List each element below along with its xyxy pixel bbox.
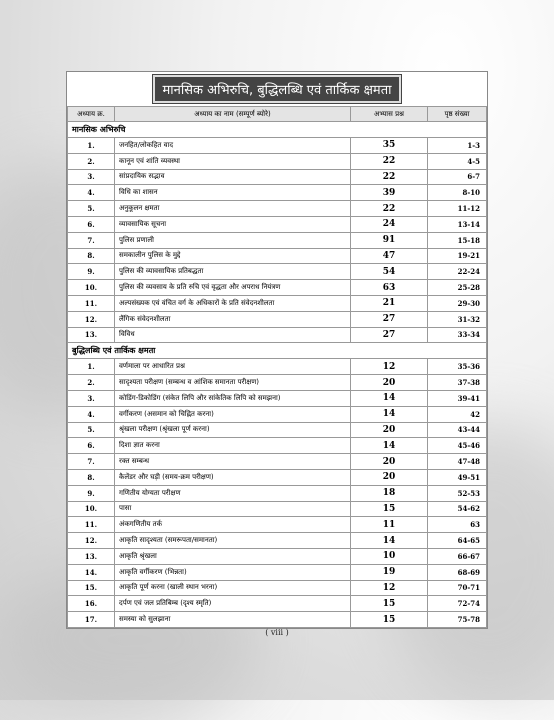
table-row	[68, 469, 487, 485]
question-count: 20	[351, 454, 428, 470]
chapter-name: वर्णमाला पर आधारित प्रश्न	[115, 359, 351, 375]
question-count: 20	[351, 375, 428, 391]
chapter-number: 9.	[68, 264, 115, 280]
chapter-name: विधि का शासन	[115, 185, 351, 201]
chapter-number: 1.	[68, 138, 115, 154]
chapter-number: 10.	[68, 501, 115, 517]
chapter-name: आकृति पूर्ण करना (खाली स्थान भरना)	[115, 580, 351, 596]
chapter-name: कानून एवं शांति व्यवस्था	[115, 153, 351, 169]
table-row	[68, 216, 487, 232]
page-range: 15-18	[428, 232, 487, 248]
header-pages: पृष्ठ संख्या	[428, 107, 487, 122]
page-range: 75-78	[428, 612, 487, 628]
question-count: 39	[351, 185, 428, 201]
chapter-name: कैलेंडर और घड़ी (समय-क्रम परीक्षण)	[115, 469, 351, 485]
question-count: 14	[351, 533, 428, 549]
chapter-name: गणितीय योग्यता परीक्षण	[115, 485, 351, 501]
chapter-number: 6.	[68, 438, 115, 454]
chapter-number: 8.	[68, 248, 115, 264]
chapter-name: दर्पण एवं जल प्रतिबिम्ब (दृश्य स्मृति)	[115, 596, 351, 612]
question-count: 18	[351, 485, 428, 501]
table-row	[68, 280, 487, 296]
question-count: 15	[351, 596, 428, 612]
chapter-number: 4.	[68, 406, 115, 422]
contents-table	[67, 106, 487, 628]
page-range: 47-48	[428, 454, 487, 470]
table-row	[68, 517, 487, 533]
page-range: 72-74	[428, 596, 487, 612]
chapter-name: आकृति वर्गीकरण (भिन्नता)	[115, 564, 351, 580]
question-count: 15	[351, 612, 428, 628]
section-heading-row	[68, 122, 487, 138]
page-range: 33-34	[428, 327, 487, 343]
page-range: 45-46	[428, 438, 487, 454]
header-questions: अभ्यास प्रश्न	[351, 107, 428, 122]
table-row	[68, 438, 487, 454]
page-range: 54-62	[428, 501, 487, 517]
chapter-number: 7.	[68, 454, 115, 470]
table-row	[68, 548, 487, 564]
table-row	[68, 406, 487, 422]
chapter-name: जनहित/लोकहित वाद	[115, 138, 351, 154]
question-count: 10	[351, 548, 428, 564]
contents-page	[66, 71, 488, 629]
chapter-name: आकृति सादृश्यता (समरूपता/समानता)	[115, 533, 351, 549]
question-count: 19	[351, 564, 428, 580]
table-row	[68, 375, 487, 391]
chapter-number: 17.	[68, 612, 115, 628]
table-row	[68, 138, 487, 154]
table-row	[68, 201, 487, 217]
chapter-name: श्रृंखला परीक्षण (श्रृंखला पूर्ण करना)	[115, 422, 351, 438]
chapter-number: 12.	[68, 311, 115, 327]
chapter-name: पासा	[115, 501, 351, 517]
question-count: 11	[351, 517, 428, 533]
chapter-number: 13.	[68, 327, 115, 343]
chapter-number: 5.	[68, 422, 115, 438]
page-range: 29-30	[428, 295, 487, 311]
page-range: 63	[428, 517, 487, 533]
question-count: 47	[351, 248, 428, 264]
page-range: 1-3	[428, 138, 487, 154]
page-range: 66-67	[428, 548, 487, 564]
table-row	[68, 169, 487, 185]
question-count: 15	[351, 501, 428, 517]
page-range: 25-28	[428, 280, 487, 296]
page-range: 13-14	[428, 216, 487, 232]
page-range: 39-41	[428, 390, 487, 406]
table-row	[68, 533, 487, 549]
table-row	[68, 501, 487, 517]
page-range: 52-53	[428, 485, 487, 501]
page-range: 11-12	[428, 201, 487, 217]
page-title: मानसिक अभिरुचि, बुद्धिलब्धि एवं तार्किक क्षमता	[153, 75, 402, 103]
chapter-number: 2.	[68, 375, 115, 391]
table-row	[68, 264, 487, 280]
chapter-name: रक्त सम्बन्ध	[115, 454, 351, 470]
chapter-name: लैंगिक संवेदनशीलता	[115, 311, 351, 327]
header-row	[68, 107, 487, 122]
table-row	[68, 422, 487, 438]
question-count: 12	[351, 359, 428, 375]
chapter-name: पुलिस की व्यावसायिक प्रतिबद्धता	[115, 264, 351, 280]
chapter-name: अंकगणितीय तर्क	[115, 517, 351, 533]
table-row	[68, 612, 487, 628]
chapter-number: 6.	[68, 216, 115, 232]
chapter-number: 10.	[68, 280, 115, 296]
chapter-number: 11.	[68, 517, 115, 533]
chapter-number: 9.	[68, 485, 115, 501]
chapter-number: 5.	[68, 201, 115, 217]
page-range: 4-5	[428, 153, 487, 169]
table-row	[68, 295, 487, 311]
table-row	[68, 185, 487, 201]
question-count: 24	[351, 216, 428, 232]
chapter-name: पुलिस प्रणाली	[115, 232, 351, 248]
chapter-number: 4.	[68, 185, 115, 201]
page-range: 68-69	[428, 564, 487, 580]
table-row	[68, 596, 487, 612]
chapter-name: वर्गीकरण (असमान को चिह्नित करना)	[115, 406, 351, 422]
chapter-name: विविध	[115, 327, 351, 343]
table-row	[68, 454, 487, 470]
page-range: 6-7	[428, 169, 487, 185]
table-row	[68, 153, 487, 169]
table-row	[68, 485, 487, 501]
question-count: 91	[351, 232, 428, 248]
chapter-number: 3.	[68, 169, 115, 185]
table-row	[68, 311, 487, 327]
question-count: 14	[351, 438, 428, 454]
chapter-name: अनुकूलन क्षमता	[115, 201, 351, 217]
chapter-number: 15.	[68, 580, 115, 596]
chapter-number: 12.	[68, 533, 115, 549]
chapter-name: कोडिंग-डिकोडिंग (संकेत लिपि और सांकेतिक लिपि को समझना)	[115, 390, 351, 406]
chapter-name: व्यावसायिक सूचना	[115, 216, 351, 232]
section-heading-row	[68, 343, 487, 359]
chapter-number: 14.	[68, 564, 115, 580]
page-range: 8-10	[428, 185, 487, 201]
page-range: 43-44	[428, 422, 487, 438]
page-range: 70-71	[428, 580, 487, 596]
table-row	[68, 232, 487, 248]
section-heading-reasoning: बुद्धिलब्धि एवं तार्किक क्षमता	[68, 343, 487, 359]
question-count: 20	[351, 422, 428, 438]
question-count: 63	[351, 280, 428, 296]
chapter-number: 3.	[68, 390, 115, 406]
question-count: 14	[351, 390, 428, 406]
chapter-number: 1.	[68, 359, 115, 375]
chapter-number: 8.	[68, 469, 115, 485]
page-range: 22-24	[428, 264, 487, 280]
question-count: 22	[351, 201, 428, 217]
chapter-name: सांप्रदायिक सद्भाव	[115, 169, 351, 185]
question-count: 22	[351, 169, 428, 185]
chapter-name: अल्पसंख्यक एवं वंचित वर्ग के अधिकारों के प्रति संवेदनशीलता	[115, 295, 351, 311]
page-number: ( viii )	[265, 628, 289, 637]
chapter-name: समकालीन पुलिस के मुद्दे	[115, 248, 351, 264]
question-count: 35	[351, 138, 428, 154]
chapter-name: आकृति श्रृंखला	[115, 548, 351, 564]
page-range: 19-21	[428, 248, 487, 264]
chapter-name: समस्या को सुलझाना	[115, 612, 351, 628]
page-range: 42	[428, 406, 487, 422]
page-range: 64-65	[428, 533, 487, 549]
page-range: 37-38	[428, 375, 487, 391]
chapter-name: दिशा ज्ञात करना	[115, 438, 351, 454]
page-range: 31-32	[428, 311, 487, 327]
question-count: 21	[351, 295, 428, 311]
page-range: 49-51	[428, 469, 487, 485]
question-count: 14	[351, 406, 428, 422]
chapter-name: सादृश्यता परीक्षण (सम्बन्ध व आंशिक समानता परीक्षण)	[115, 375, 351, 391]
title-bar	[67, 72, 487, 106]
table-row	[68, 564, 487, 580]
chapter-number: 11.	[68, 295, 115, 311]
chapter-name: पुलिस की व्यवसाय के प्रति रुचि एवं वृद्धता और अपराध नियंत्रण	[115, 280, 351, 296]
chapter-number: 16.	[68, 596, 115, 612]
chapter-number: 2.	[68, 153, 115, 169]
question-count: 20	[351, 469, 428, 485]
header-chapter-name: अध्याय का नाम (सम्पूर्ण ब्योरे)	[115, 107, 351, 122]
page-range: 35-36	[428, 359, 487, 375]
question-count: 27	[351, 327, 428, 343]
table-row	[68, 327, 487, 343]
chapter-number: 7.	[68, 232, 115, 248]
question-count: 22	[351, 153, 428, 169]
section-heading-aptitude: मानसिक अभिरुचि	[68, 122, 487, 138]
table-row	[68, 359, 487, 375]
header-chapter-no: अध्याय क्र.	[68, 107, 115, 122]
chapter-number: 13.	[68, 548, 115, 564]
table-row	[68, 248, 487, 264]
table-row	[68, 580, 487, 596]
question-count: 54	[351, 264, 428, 280]
table-row	[68, 390, 487, 406]
question-count: 27	[351, 311, 428, 327]
question-count: 12	[351, 580, 428, 596]
